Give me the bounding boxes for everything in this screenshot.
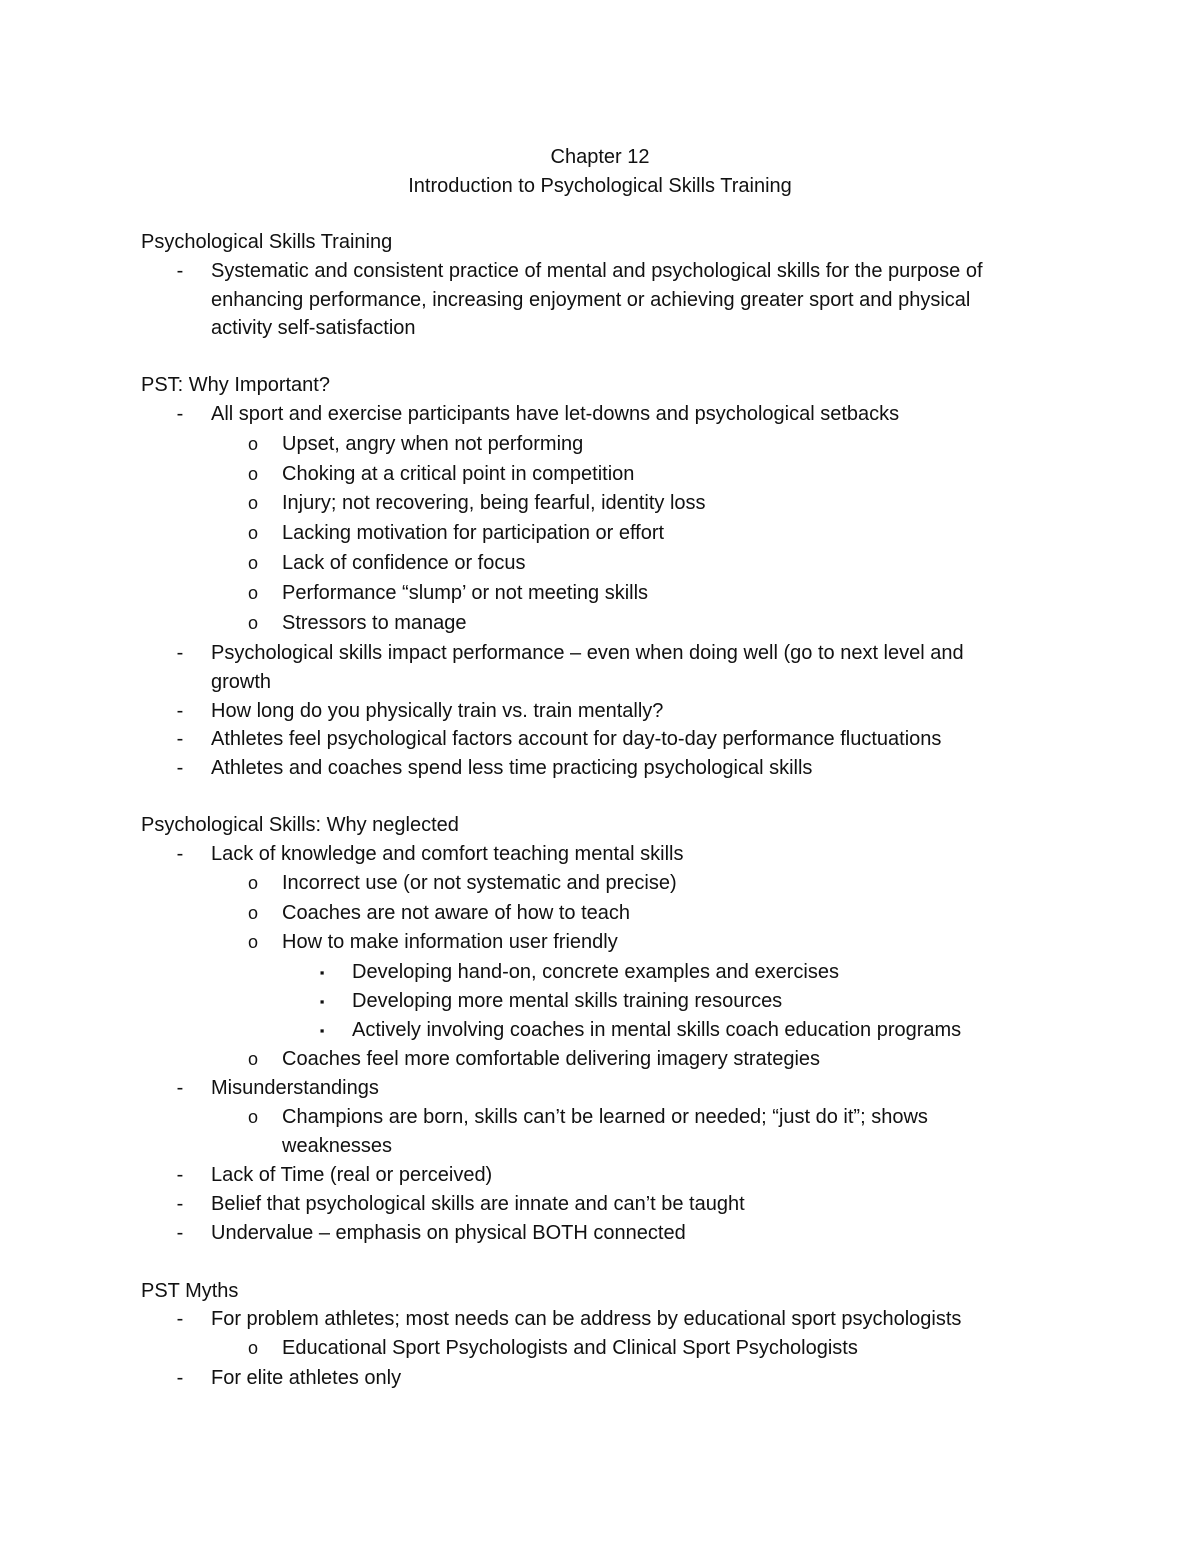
sub-list-item: Upset, angry when not performing — [282, 433, 584, 455]
sub-list-item: How to make information user friendly — [282, 931, 618, 953]
dash-bullet: - — [176, 700, 184, 722]
sub-sub-list-item: Developing more mental skills training resources — [352, 990, 783, 1012]
dash-bullet: - — [176, 1222, 184, 1244]
list-item-continuation: activity self-satisfaction — [211, 317, 416, 339]
section-heading-pst: Psychological Skills Training — [141, 231, 393, 253]
circle-bullet: o — [247, 434, 258, 454]
list-item: Lack of Time (real or perceived) — [211, 1164, 493, 1186]
section-heading-myths: PST Myths — [141, 1280, 239, 1302]
dash-bullet: - — [176, 757, 184, 779]
dash-bullet: - — [176, 642, 184, 664]
list-item: For elite athletes only — [211, 1367, 402, 1389]
sub-list-item-continuation: weaknesses — [282, 1135, 393, 1157]
sub-list-item: Injury; not recovering, being fearful, identity loss — [282, 492, 706, 514]
dash-bullet: - — [176, 1367, 184, 1389]
section-heading-why-important: PST: Why Important? — [141, 374, 330, 396]
list-item: Psychological skills impact performance – even when doing well (go to next level and — [211, 642, 964, 664]
circle-bullet: o — [247, 932, 258, 952]
dash-bullet: - — [176, 1308, 184, 1330]
sub-sub-list-item: Actively involving coaches in mental skills coach education programs — [352, 1019, 962, 1041]
dash-bullet: - — [176, 1164, 184, 1186]
sub-list-item: Champions are born, skills can’t be learned or needed; “just do it”; shows — [282, 1106, 928, 1128]
list-item: Belief that psychological skills are innate and can’t be taught — [211, 1193, 745, 1215]
list-item: For problem athletes; most needs can be address by educational sport psychologists — [211, 1308, 962, 1330]
circle-bullet: o — [247, 523, 258, 543]
sub-list-item: Educational Sport Psychologists and Clinical Sport Psychologists — [282, 1337, 858, 1359]
list-item: Systematic and consistent practice of mental and psychological skills for the purpose of — [211, 260, 983, 282]
list-item: All sport and exercise participants have let-downs and psychological setbacks — [211, 403, 900, 425]
sub-list-item: Incorrect use (or not systematic and precise) — [282, 872, 677, 894]
circle-bullet: o — [247, 493, 258, 513]
dash-bullet: - — [176, 1193, 184, 1215]
sub-list-item: Performance “slump’ or not meeting skills — [282, 582, 649, 604]
circle-bullet: o — [247, 1338, 258, 1358]
circle-bullet: o — [247, 583, 258, 603]
section-heading-why-neglected: Psychological Skills: Why neglected — [141, 814, 459, 836]
sub-list-item: Coaches feel more comfortable delivering imagery strategies — [282, 1048, 821, 1070]
circle-bullet: o — [247, 873, 258, 893]
sub-list-item: Choking at a critical point in competition — [282, 463, 635, 485]
circle-bullet: o — [247, 903, 258, 923]
circle-bullet: o — [247, 1049, 258, 1069]
dash-bullet: - — [176, 260, 184, 282]
square-bullet: ▪ — [319, 1023, 325, 1038]
dash-bullet: - — [176, 728, 184, 750]
square-bullet: ▪ — [319, 965, 325, 980]
square-bullet: ▪ — [319, 994, 325, 1009]
chapter-subtitle: Introduction to Psychological Skills Training — [408, 175, 792, 197]
circle-bullet: o — [247, 1107, 258, 1127]
list-item: How long do you physically train vs. train mentally? — [211, 700, 664, 722]
dash-bullet: - — [176, 1077, 184, 1099]
list-item-continuation: growth — [211, 671, 272, 693]
sub-list-item: Lacking motivation for participation or effort — [282, 522, 665, 544]
chapter-title: Chapter 12 — [550, 146, 650, 168]
list-item: Athletes and coaches spend less time practicing psychological skills — [211, 757, 813, 779]
list-item: Misunderstandings — [211, 1077, 379, 1099]
circle-bullet: o — [247, 464, 258, 484]
sub-sub-list-item: Developing hand-on, concrete examples and exercises — [352, 961, 839, 983]
dash-bullet: - — [176, 843, 184, 865]
circle-bullet: o — [247, 553, 258, 573]
list-item: Athletes feel psychological factors account for day-to-day performance fluctuations — [211, 728, 942, 750]
list-item: Undervalue – emphasis on physical BOTH connected — [211, 1222, 686, 1244]
sub-list-item: Stressors to manage — [282, 612, 467, 634]
dash-bullet: - — [176, 403, 184, 425]
list-item: Lack of knowledge and comfort teaching mental skills — [211, 843, 684, 865]
circle-bullet: o — [247, 613, 258, 633]
list-item-continuation: enhancing performance, increasing enjoyment or achieving greater sport and physical — [211, 289, 971, 311]
sub-list-item: Lack of confidence or focus — [282, 552, 526, 574]
sub-list-item: Coaches are not aware of how to teach — [282, 902, 630, 924]
